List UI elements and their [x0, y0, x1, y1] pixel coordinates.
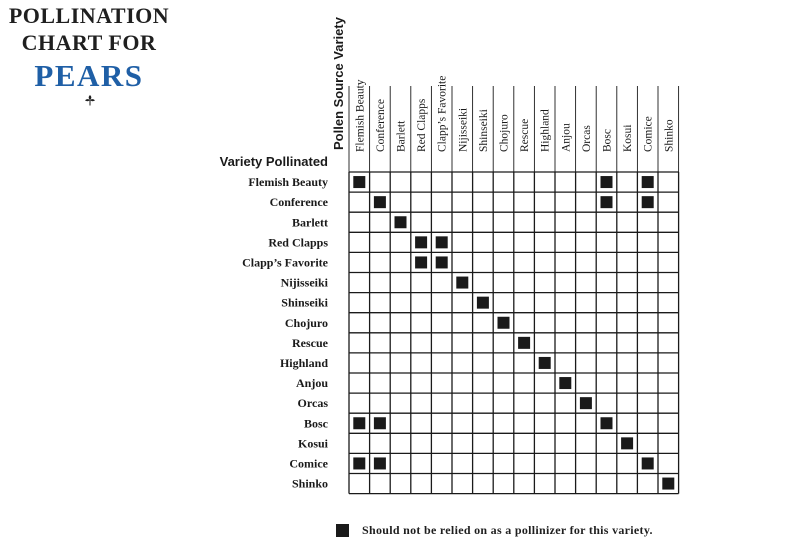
row-label: Chojuro — [284, 315, 328, 330]
marker-square — [374, 457, 386, 469]
row-label: Rescue — [292, 335, 328, 350]
column-label: Red Clapps — [416, 98, 429, 152]
marker-square — [353, 176, 365, 188]
column-label: Shinko — [663, 119, 676, 152]
column-label: Rescue — [519, 118, 532, 152]
row-label: Comice — [289, 456, 328, 471]
row-axis-label: Variety Pollinated — [219, 154, 328, 169]
row-label: Highland — [279, 355, 328, 370]
column-label: Comice — [642, 116, 655, 152]
row-label: Flemish Beauty — [248, 175, 328, 190]
marker-square — [353, 417, 365, 429]
column-axis-label: Pollen Source Variety — [331, 17, 346, 150]
marker-square — [353, 457, 365, 469]
column-label: Conference — [374, 99, 387, 152]
column-label: Flemish Beauty — [354, 79, 367, 152]
marker-square — [436, 236, 448, 248]
marker-square — [601, 176, 613, 188]
legend-text: Should not be relied on as a pollinizer for this variety. — [362, 523, 653, 537]
column-label: Clapp’s Favorite — [436, 75, 449, 152]
marker-square — [662, 478, 674, 490]
column-label: Barlett — [395, 120, 408, 152]
column-label: Bosc — [601, 129, 614, 152]
marker-square — [621, 437, 633, 449]
marker-square — [642, 457, 654, 469]
marker-square — [415, 236, 427, 248]
row-label: Red Clapps — [268, 235, 328, 250]
column-labels — [354, 76, 675, 152]
row-label: Clapp’s Favorite — [242, 255, 328, 270]
marker-square — [415, 256, 427, 268]
row-label: Bosc — [304, 416, 328, 431]
marker-square — [580, 397, 592, 409]
marker-square — [436, 256, 448, 268]
column-label: Nijisseiki — [457, 107, 470, 152]
column-label: Anjou — [560, 123, 573, 152]
legend-swatch — [336, 524, 349, 537]
column-label: Orcas — [580, 125, 593, 152]
column-label: Chojuro — [498, 114, 511, 152]
marker-square — [601, 196, 613, 208]
marker-square — [642, 176, 654, 188]
marker-square — [518, 337, 530, 349]
marker-square — [559, 377, 571, 389]
row-label: Kosui — [297, 436, 328, 451]
row-label: Barlett — [292, 215, 328, 230]
marker-square — [601, 417, 613, 429]
marker-square — [539, 357, 551, 369]
column-label: Highland — [539, 109, 552, 152]
row-label: Anjou — [295, 376, 328, 391]
column-label: Shinseiki — [477, 109, 490, 152]
marker-square — [395, 216, 407, 228]
column-label: Kosui — [622, 124, 635, 152]
row-label: Shinseiki — [281, 295, 328, 310]
row-label: Shinko — [291, 476, 328, 491]
marker-square — [456, 277, 468, 289]
row-labels — [242, 175, 329, 491]
marker-square — [477, 297, 489, 309]
marker-square — [498, 317, 510, 329]
title-line-3: PEARS — [34, 58, 144, 93]
marker-square — [374, 196, 386, 208]
row-label: Nijisseiki — [280, 275, 328, 290]
title-line-2: CHART FOR — [21, 30, 157, 55]
title-line-1: POLLINATION — [8, 3, 170, 28]
row-label: Orcas — [297, 396, 328, 411]
marker-square — [374, 417, 386, 429]
marker-square — [642, 196, 654, 208]
row-label: Conference — [269, 195, 328, 210]
